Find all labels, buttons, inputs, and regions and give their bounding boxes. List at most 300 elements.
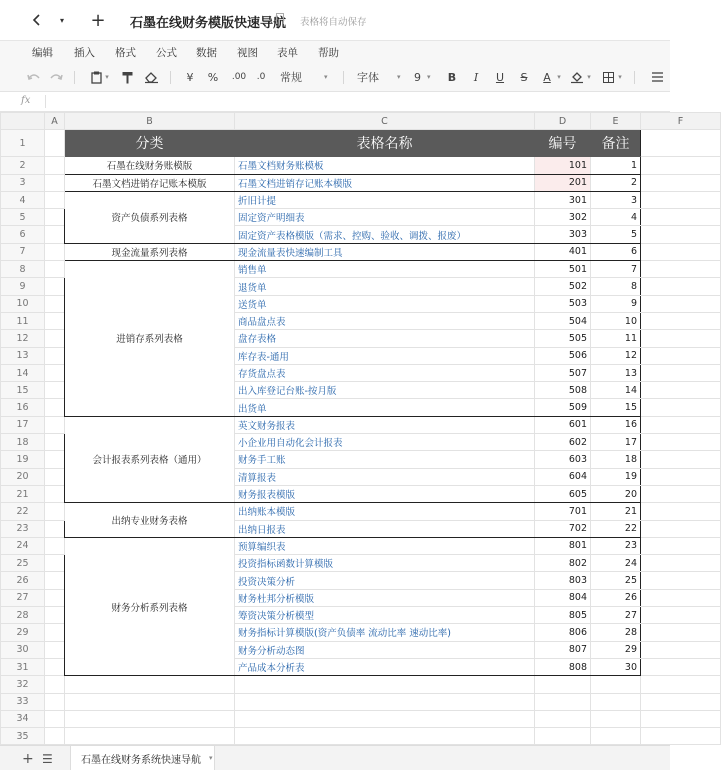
menu-view[interactable]: 视图 [237, 47, 258, 59]
select-all-corner[interactable] [1, 113, 45, 130]
note-cell[interactable]: 28 [591, 624, 641, 641]
cell[interactable] [65, 676, 235, 693]
row-number[interactable]: 13 [1, 347, 45, 364]
code-cell[interactable]: 605 [535, 485, 591, 502]
row-number[interactable]: 11 [1, 312, 45, 329]
table-row [1, 174, 721, 191]
column-header-a[interactable]: A [45, 113, 65, 130]
code-cell[interactable]: 603 [535, 451, 591, 468]
template-name-link[interactable]: 财务杜邦分析模版 [235, 589, 535, 606]
table-row [1, 710, 721, 727]
row-number[interactable]: 16 [1, 399, 45, 416]
code-cell[interactable]: 701 [535, 503, 591, 520]
category-cell[interactable]: 出纳专业财务表格 [65, 503, 235, 538]
font-size-value: 9 [414, 70, 421, 84]
code-cell[interactable]: 505 [535, 330, 591, 347]
strikethrough-button[interactable]: S [520, 70, 528, 84]
column-header-c[interactable]: C [235, 113, 535, 130]
code-cell[interactable]: 804 [535, 589, 591, 606]
percent-button[interactable]: % [207, 70, 219, 84]
cell[interactable] [641, 710, 721, 727]
template-name-link[interactable]: 退货单 [235, 278, 535, 295]
template-name-link[interactable]: 出入库登记台账-按月版 [235, 382, 535, 399]
cell[interactable] [45, 468, 65, 485]
cell[interactable] [45, 226, 65, 243]
note-cell[interactable]: 29 [591, 641, 641, 658]
row-number[interactable]: 32 [1, 676, 45, 693]
document-title[interactable]: 石墨在线财务模版快速导航 [130, 16, 287, 31]
text-color-button[interactable]: A [543, 70, 551, 84]
cell[interactable] [641, 658, 721, 675]
row-number[interactable]: 3 [1, 174, 45, 191]
cell[interactable] [45, 537, 65, 554]
sheet-list-icon[interactable]: ☰ [42, 752, 53, 766]
cell[interactable] [641, 589, 721, 606]
note-cell[interactable]: 6 [591, 243, 641, 260]
row-number[interactable]: 7 [1, 243, 45, 260]
add-sheet-icon[interactable]: + [22, 751, 34, 767]
row-number[interactable]: 26 [1, 572, 45, 589]
cell[interactable] [65, 710, 235, 727]
cell[interactable] [45, 174, 65, 191]
cell[interactable] [641, 434, 721, 451]
code-cell[interactable]: 509 [535, 399, 591, 416]
template-name-link[interactable]: 财务分析动态图 [235, 641, 535, 658]
row-number[interactable]: 18 [1, 434, 45, 451]
cell[interactable] [641, 295, 721, 312]
note-cell[interactable]: 9 [591, 295, 641, 312]
cell[interactable] [45, 641, 65, 658]
code-cell[interactable]: 602 [535, 434, 591, 451]
cell[interactable] [45, 416, 65, 433]
note-cell[interactable]: 25 [591, 572, 641, 589]
cell[interactable] [45, 607, 65, 624]
undo-icon[interactable] [26, 69, 42, 85]
row-number[interactable]: 29 [1, 624, 45, 641]
cell[interactable] [641, 243, 721, 260]
plus-icon[interactable]: + [90, 9, 106, 31]
table-row [1, 693, 721, 710]
header-code[interactable]: 编号 [535, 130, 591, 157]
template-name-link[interactable]: 盘存表格 [235, 330, 535, 347]
code-cell[interactable]: 401 [535, 243, 591, 260]
template-name-link[interactable]: 投资指标函数计算模版 [235, 555, 535, 572]
category-cell[interactable]: 财务分析系列表格 [65, 537, 235, 675]
template-name-link[interactable]: 现金流量表快速编制工具 [235, 243, 535, 260]
table-row [1, 261, 721, 278]
cell[interactable] [45, 658, 65, 675]
category-cell[interactable]: 资产负债系列表格 [65, 191, 235, 243]
font-family-value: 字体 [357, 71, 379, 84]
code-cell[interactable]: 808 [535, 658, 591, 675]
cell[interactable] [641, 468, 721, 485]
cell[interactable] [45, 130, 65, 157]
row-number[interactable]: 15 [1, 382, 45, 399]
note-cell[interactable]: 10 [591, 312, 641, 329]
cell[interactable] [641, 191, 721, 208]
code-cell[interactable]: 503 [535, 295, 591, 312]
paste-icon[interactable] [88, 69, 104, 85]
cell[interactable] [641, 641, 721, 658]
note-cell[interactable]: 5 [591, 226, 641, 243]
note-cell[interactable]: 21 [591, 503, 641, 520]
font-family-select[interactable] [357, 69, 402, 85]
table-row [1, 191, 721, 208]
cell[interactable] [641, 520, 721, 537]
template-name-link[interactable]: 销售单 [235, 261, 535, 278]
code-cell[interactable]: 506 [535, 347, 591, 364]
cell[interactable] [535, 710, 591, 727]
cell[interactable] [45, 451, 65, 468]
code-cell[interactable]: 801 [535, 537, 591, 554]
template-name-link[interactable]: 预算编织表 [235, 537, 535, 554]
template-name-link[interactable]: 送货单 [235, 295, 535, 312]
cell[interactable] [641, 399, 721, 416]
title-bar [0, 0, 670, 40]
cell[interactable] [641, 130, 721, 157]
decimal-increase-button[interactable]: .00 [231, 72, 247, 82]
cell[interactable] [45, 364, 65, 381]
border-caret[interactable]: ▾ [618, 73, 622, 81]
menu-help[interactable]: 帮助 [318, 47, 339, 59]
cell[interactable] [641, 278, 721, 295]
cell[interactable] [45, 261, 65, 278]
note-cell[interactable]: 1 [591, 157, 641, 174]
cell[interactable] [65, 728, 235, 745]
template-name-link[interactable]: 石墨文档财务账模板 [235, 157, 535, 174]
cell[interactable] [45, 191, 65, 208]
table-row [1, 676, 721, 693]
cell[interactable] [641, 330, 721, 347]
note-cell[interactable]: 27 [591, 607, 641, 624]
note-cell[interactable]: 22 [591, 520, 641, 537]
code-cell[interactable]: 702 [535, 520, 591, 537]
menu-format[interactable]: 格式 [115, 47, 136, 59]
template-name-link[interactable]: 库存表-通用 [235, 347, 535, 364]
cell[interactable] [45, 693, 65, 710]
back-icon[interactable] [28, 9, 46, 31]
row-number[interactable]: 4 [1, 191, 45, 208]
note-cell[interactable]: 7 [591, 261, 641, 278]
template-name-link[interactable]: 产品成本分析表 [235, 658, 535, 675]
menu-insert[interactable]: 插入 [74, 47, 95, 59]
note-cell[interactable]: 20 [591, 485, 641, 502]
template-name-link[interactable]: 财务报表模版 [235, 485, 535, 502]
note-cell[interactable]: 2 [591, 174, 641, 191]
number-format-select[interactable] [280, 69, 330, 85]
note-cell[interactable]: 11 [591, 330, 641, 347]
cell[interactable] [45, 676, 65, 693]
row-number[interactable]: 2 [1, 157, 45, 174]
cell[interactable] [641, 555, 721, 572]
cell[interactable] [45, 624, 65, 641]
template-name-link[interactable]: 财务指标计算模版(资产负债率 流动比率 速动比率) [235, 624, 535, 641]
code-cell[interactable]: 504 [535, 312, 591, 329]
table-row [1, 503, 721, 520]
cell[interactable] [591, 693, 641, 710]
cell[interactable] [45, 520, 65, 537]
column-header-f[interactable]: F [641, 113, 721, 130]
header-note[interactable]: 备注 [591, 130, 641, 157]
text-color-caret[interactable]: ▾ [557, 73, 561, 81]
code-cell[interactable]: 101 [535, 157, 591, 174]
cell[interactable] [641, 226, 721, 243]
cell[interactable] [641, 347, 721, 364]
caret-down-icon[interactable]: ▾ [59, 15, 64, 25]
template-name-link[interactable]: 英文财务报表 [235, 416, 535, 433]
template-name-link[interactable]: 财务手工账 [235, 451, 535, 468]
row-number[interactable]: 17 [1, 416, 45, 433]
note-cell[interactable]: 12 [591, 347, 641, 364]
caret-down-icon: ▾ [427, 73, 431, 81]
cell[interactable] [535, 728, 591, 745]
row-number[interactable]: 8 [1, 261, 45, 278]
note-cell[interactable]: 8 [591, 278, 641, 295]
menu-form[interactable]: 表单 [277, 47, 298, 59]
note-cell[interactable]: 26 [591, 589, 641, 606]
bold-button[interactable]: B [447, 70, 457, 84]
template-name-link[interactable]: 石墨文档进销存记账本模版 [235, 174, 535, 191]
row-number[interactable]: 27 [1, 589, 45, 606]
column-header-b[interactable]: B [65, 113, 235, 130]
cell[interactable] [235, 676, 535, 693]
caret-down-icon[interactable]: ▾ [209, 754, 213, 762]
cell[interactable] [641, 624, 721, 641]
table-row [1, 728, 721, 745]
cell[interactable] [45, 278, 65, 295]
table-row [1, 243, 721, 260]
template-name-link[interactable]: 投资决策分析 [235, 572, 535, 589]
template-name-link[interactable]: 固定资产表格模版（需求、控购、验收、调拨、报废） [235, 226, 535, 243]
cell[interactable] [45, 434, 65, 451]
cell[interactable] [591, 710, 641, 727]
cell[interactable] [641, 209, 721, 226]
code-cell[interactable]: 807 [535, 641, 591, 658]
note-cell[interactable]: 17 [591, 434, 641, 451]
cell[interactable] [45, 209, 65, 226]
note-cell[interactable]: 14 [591, 382, 641, 399]
cell[interactable] [591, 728, 641, 745]
cell[interactable] [641, 728, 721, 745]
cell[interactable] [45, 243, 65, 260]
row-number[interactable]: 34 [1, 710, 45, 727]
row-number[interactable]: 28 [1, 607, 45, 624]
number-format-value: 常规 [280, 71, 302, 84]
cell[interactable] [535, 693, 591, 710]
template-name-link[interactable]: 存货盘点表 [235, 364, 535, 381]
row-number[interactable]: 35 [1, 728, 45, 745]
template-name-link[interactable]: 出纳日报表 [235, 520, 535, 537]
code-cell[interactable]: 501 [535, 261, 591, 278]
row-number[interactable]: 10 [1, 295, 45, 312]
code-cell[interactable]: 201 [535, 174, 591, 191]
column-header-e[interactable]: E [591, 113, 641, 130]
code-cell[interactable]: 303 [535, 226, 591, 243]
row-number[interactable]: 6 [1, 226, 45, 243]
toolbar [0, 62, 670, 92]
row-number[interactable]: 33 [1, 693, 45, 710]
column-header-d[interactable]: D [535, 113, 591, 130]
italic-button[interactable]: I [473, 70, 479, 84]
cell[interactable] [235, 693, 535, 710]
template-name-link[interactable]: 筹资决策分析模型 [235, 607, 535, 624]
code-cell[interactable]: 806 [535, 624, 591, 641]
note-cell[interactable]: 16 [591, 416, 641, 433]
save-status: 表格将自动保存 [300, 17, 367, 28]
row-number[interactable]: 5 [1, 209, 45, 226]
align-icon[interactable] [650, 69, 664, 85]
underline-button[interactable]: U [495, 70, 505, 84]
cell[interactable] [641, 676, 721, 693]
fx-label: fx [21, 95, 31, 106]
template-name-link[interactable]: 折旧计提 [235, 191, 535, 208]
category-cell[interactable]: 石墨在线财务账模版 [65, 157, 235, 174]
code-cell[interactable]: 507 [535, 364, 591, 381]
template-name-link[interactable]: 清算报表 [235, 468, 535, 485]
row-number[interactable]: 9 [1, 278, 45, 295]
cell[interactable] [45, 589, 65, 606]
note-cell[interactable]: 19 [591, 468, 641, 485]
cell[interactable] [641, 451, 721, 468]
cell[interactable] [45, 572, 65, 589]
cell[interactable] [641, 693, 721, 710]
currency-button[interactable]: ¥ [186, 70, 194, 84]
cell[interactable] [641, 537, 721, 554]
cell[interactable] [45, 347, 65, 364]
code-cell[interactable]: 803 [535, 572, 591, 589]
fill-color-caret[interactable]: ▾ [587, 73, 591, 81]
cell[interactable] [641, 503, 721, 520]
row-number[interactable]: 31 [1, 658, 45, 675]
code-cell[interactable]: 805 [535, 607, 591, 624]
row-number[interactable]: 12 [1, 330, 45, 347]
cell[interactable] [641, 416, 721, 433]
cell[interactable] [641, 261, 721, 278]
code-cell[interactable]: 508 [535, 382, 591, 399]
note-cell[interactable]: 4 [591, 209, 641, 226]
code-cell[interactable]: 604 [535, 468, 591, 485]
decimal-decrease-button[interactable]: .0 [256, 72, 266, 82]
row-number[interactable]: 14 [1, 364, 45, 381]
cell[interactable] [535, 676, 591, 693]
menu-data[interactable]: 数据 [196, 47, 217, 59]
note-cell[interactable]: 30 [591, 658, 641, 675]
border-icon[interactable] [601, 69, 615, 85]
table-row [1, 537, 721, 554]
code-cell[interactable]: 502 [535, 278, 591, 295]
note-cell[interactable]: 15 [591, 399, 641, 416]
cell[interactable] [235, 728, 535, 745]
row-number[interactable]: 25 [1, 555, 45, 572]
cell[interactable] [641, 174, 721, 191]
row-number[interactable]: 1 [1, 130, 45, 157]
cell[interactable] [45, 399, 65, 416]
paste-caret-icon[interactable]: ▾ [105, 73, 109, 81]
code-cell[interactable]: 302 [535, 209, 591, 226]
template-name-link[interactable]: 固定资产明细表 [235, 209, 535, 226]
cell[interactable] [45, 312, 65, 329]
note-cell[interactable]: 24 [591, 555, 641, 572]
clear-format-icon[interactable] [143, 69, 159, 85]
row-number[interactable]: 19 [1, 451, 45, 468]
caret-down-icon: ▾ [324, 73, 328, 81]
cell[interactable] [641, 382, 721, 399]
redo-icon[interactable] [48, 69, 64, 85]
category-cell[interactable]: 现金流量系列表格 [65, 243, 235, 260]
category-cell[interactable]: 石墨文档进销存记账本模版 [65, 174, 235, 191]
category-cell[interactable]: 会计报表系列表格（通用） [65, 416, 235, 502]
caret-down-icon: ▾ [397, 73, 401, 81]
cell[interactable] [641, 485, 721, 502]
cell[interactable] [45, 330, 65, 347]
font-size-select[interactable] [414, 69, 436, 85]
cell[interactable] [45, 710, 65, 727]
sheet-tab-label: 石墨在线财务系统快速导航 [81, 754, 201, 766]
menu-bar [0, 40, 670, 62]
cell[interactable] [45, 485, 65, 502]
template-name-link[interactable]: 出纳账本模版 [235, 503, 535, 520]
table-row [1, 157, 721, 174]
note-cell[interactable]: 13 [591, 364, 641, 381]
cell[interactable] [591, 676, 641, 693]
menu-edit[interactable]: 编辑 [32, 47, 53, 59]
cell[interactable] [45, 555, 65, 572]
bookmark-icon[interactable] [276, 13, 284, 24]
cell[interactable] [641, 572, 721, 589]
note-cell[interactable]: 18 [591, 451, 641, 468]
cell[interactable] [641, 364, 721, 381]
format-painter-icon[interactable] [120, 69, 134, 85]
row-number[interactable]: 21 [1, 485, 45, 502]
cell[interactable] [641, 157, 721, 174]
header-row [1, 130, 721, 157]
table-row [1, 416, 721, 433]
fill-color-icon[interactable] [570, 69, 584, 85]
header-category[interactable]: 分类 [65, 130, 235, 157]
row-number[interactable]: 24 [1, 537, 45, 554]
cell[interactable] [65, 693, 235, 710]
note-cell[interactable]: 23 [591, 537, 641, 554]
template-name-link[interactable]: 出货单 [235, 399, 535, 416]
cell[interactable] [45, 157, 65, 174]
formula-input[interactable] [52, 95, 652, 109]
template-name-link[interactable]: 小企业用自动化会计报表 [235, 434, 535, 451]
cell[interactable] [235, 710, 535, 727]
cell[interactable] [641, 607, 721, 624]
code-cell[interactable]: 802 [535, 555, 591, 572]
cell[interactable] [45, 295, 65, 312]
row-number[interactable]: 22 [1, 503, 45, 520]
row-number[interactable]: 20 [1, 468, 45, 485]
header-name[interactable]: 表格名称 [235, 130, 535, 157]
sheet-tab-bar [0, 745, 670, 770]
code-cell[interactable]: 301 [535, 191, 591, 208]
spreadsheet-grid [0, 112, 684, 745]
template-name-link[interactable]: 商品盘点表 [235, 312, 535, 329]
formula-bar [0, 92, 670, 112]
category-cell[interactable]: 进销存系列表格 [65, 261, 235, 417]
row-number[interactable]: 30 [1, 641, 45, 658]
cell[interactable] [45, 382, 65, 399]
menu-formula[interactable]: 公式 [156, 47, 177, 59]
code-cell[interactable]: 601 [535, 416, 591, 433]
cell[interactable] [641, 312, 721, 329]
cell[interactable] [45, 728, 65, 745]
cell[interactable] [45, 503, 65, 520]
sheet-tab[interactable] [70, 746, 215, 770]
note-cell[interactable]: 3 [591, 191, 641, 208]
row-number[interactable]: 23 [1, 520, 45, 537]
